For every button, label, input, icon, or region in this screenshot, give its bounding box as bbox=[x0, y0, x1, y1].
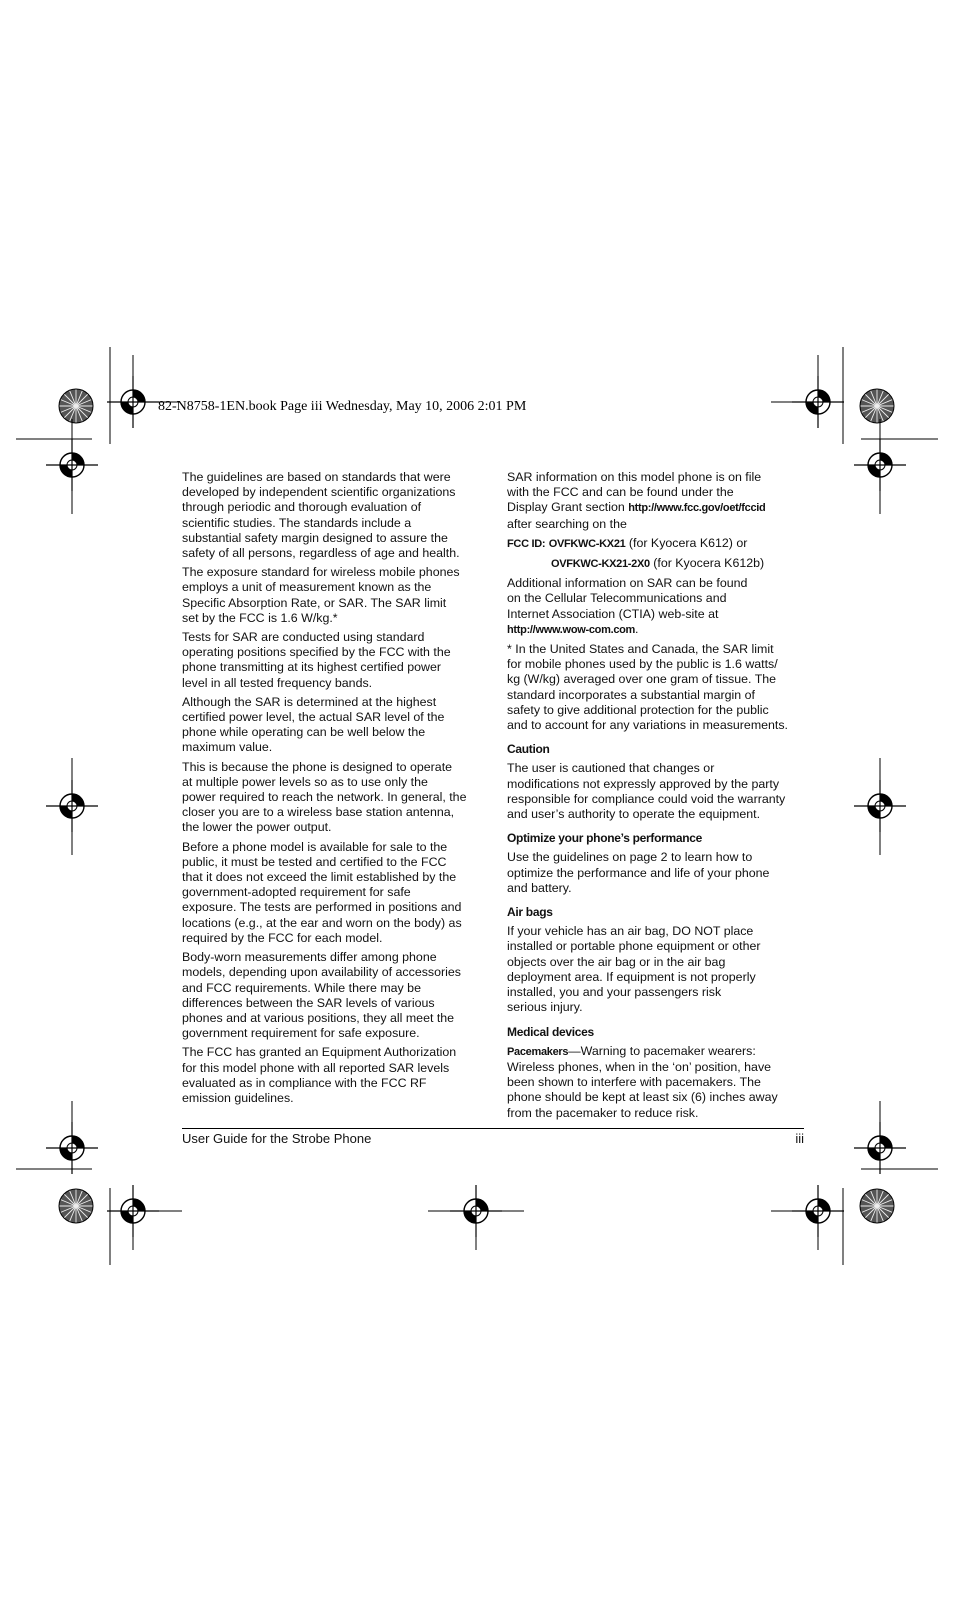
book-slug-line: 82-N8758-1EN.book Page iii Wednesday, May 10, 2006 2:01 PM bbox=[158, 399, 527, 414]
pacemakers-text: —Warning to pacemaker wearers: Wireless phones, when in the ‘on’ position, have been shown to interfere with pacemakers. The phone should be kept at least six (6) inches away from the pacemaker to reduce risk. bbox=[507, 1043, 778, 1120]
fcc-id-2: OVFKWC-KX21-2X0 bbox=[551, 558, 650, 571]
paragraph-sar-level: Although the SAR is determined at the highest certified power level, the actual SAR level of the phone while operating can be well below the maximum value. bbox=[182, 694, 445, 755]
fcc-id-1-note: (for Kyocera K612) or bbox=[625, 535, 748, 550]
after-search-text: after searching on the bbox=[507, 516, 627, 531]
fcc-id-label: FCC ID: bbox=[507, 537, 546, 550]
paragraph-footnote: * In the United States and Canada, the SAR limit for mobile phones used by the public is 1.6 watts/ kg (W/kg) averaged over one gram of tissue. The standard incorporates a substantial margin of safety to give additional protection for the public and to account for any variations in measurements. bbox=[507, 642, 789, 733]
paragraph-optimize: Use the guidelines on page 2 to learn how to optimize the performance and life of your phone and battery. bbox=[507, 850, 770, 895]
right-column bbox=[507, 470, 807, 1125]
footer-title: User Guide for the Strobe Phone bbox=[182, 1131, 372, 1146]
paragraph-additional-info bbox=[507, 576, 807, 638]
fcc-id-2-note: (for Kyocera K612b) bbox=[649, 556, 765, 571]
pacemakers-label: Pacemakers bbox=[507, 1045, 569, 1058]
heading-air-bags: Air bags bbox=[507, 905, 553, 920]
additional-text: Additional information on SAR can be found on the Cellular Telecommunications and Internet Association (CTIA) web-site at bbox=[507, 576, 748, 621]
heading-medical-devices: Medical devices bbox=[507, 1024, 594, 1039]
paragraph-guidelines: The guidelines are based on standards that were developed by independent scientific organizations through periodic and thorough evaluation of scientific studies. The standards include a substantial safety margin designed to assure the safety of all persons, regardless of age and health. bbox=[182, 470, 460, 561]
ctia-end: . bbox=[635, 621, 639, 636]
sar-intro-text: SAR information on this model phone is on file with the FCC and can be found under the Display Grant section bbox=[507, 470, 762, 515]
paragraph-caution: The user is cautioned that changes or modifications not expressly approved by the party responsible for compliance could void the warranty and user’s authority to operate the equipment. bbox=[507, 761, 786, 822]
paragraph-sar-info bbox=[507, 470, 807, 532]
fcc-id-line-2 bbox=[507, 556, 807, 572]
paragraph-pacemakers bbox=[507, 1044, 807, 1121]
fcc-id-line-1 bbox=[507, 536, 807, 552]
footer-page-number: iii bbox=[795, 1131, 804, 1146]
paragraph-equipment-authorization: The FCC has granted an Equipment Authorization for this model phone with all reported SAR levels evaluated as in compliance with the FCC RF emission guidelines. bbox=[182, 1045, 457, 1105]
paragraph-power-levels: This is because the phone is designed to operate at multiple power levels so as to use only the power required to reach the network. In general, the closer you are to a wireless base station antenna, the lower the power output. bbox=[182, 759, 467, 835]
fcc-id-1: OVFKWC-KX21 bbox=[548, 537, 626, 550]
heading-caution: Caution bbox=[507, 742, 550, 757]
footer-rule bbox=[182, 1128, 804, 1129]
heading-optimize-performance: Optimize your phone’s performance bbox=[507, 831, 703, 846]
paragraph-body-worn: Body-worn measurements differ among phone models, depending upon availability of accessories and FCC requirements. While there may be differences between the SAR levels of various phones and at various positions, they all meet the government requirement for safe exposure. bbox=[182, 950, 461, 1041]
paragraph-sar-tests: Tests for SAR are conducted using standard operating positions specified by the FCC with the phone transmitting at its highest certified power level in all tested frequency bands. bbox=[182, 630, 451, 690]
paragraph-air-bags: If your vehicle has an air bag, DO NOT place installed or portable phone equipment or other objects over the air bag or in the air bag deployment area. If equipment is not properly installed, you and your passengers risk serious injury. bbox=[507, 924, 761, 1015]
fcc-url: http://www.fcc.gov/oet/fccid bbox=[628, 502, 766, 515]
ctia-url: http://www.wow-com.com bbox=[507, 623, 636, 636]
paragraph-exposure-standard: The exposure standard for wireless mobile phones employs a unit of measurement known as the Specific Absorption Rate, or SAR. The SAR limit set by the FCC is 1.6 W/kg.* bbox=[182, 565, 460, 625]
paragraph-certification: Before a phone model is available for sale to the public, it must be tested and certified to the FCC that it does not exceed the limit established by the government-adopted requirement for safe exposure. The tests are performed in positions and locations (e.g., at the ear and worn on the body) as required by the FCC for each model. bbox=[182, 839, 462, 945]
left-column bbox=[182, 470, 478, 1110]
